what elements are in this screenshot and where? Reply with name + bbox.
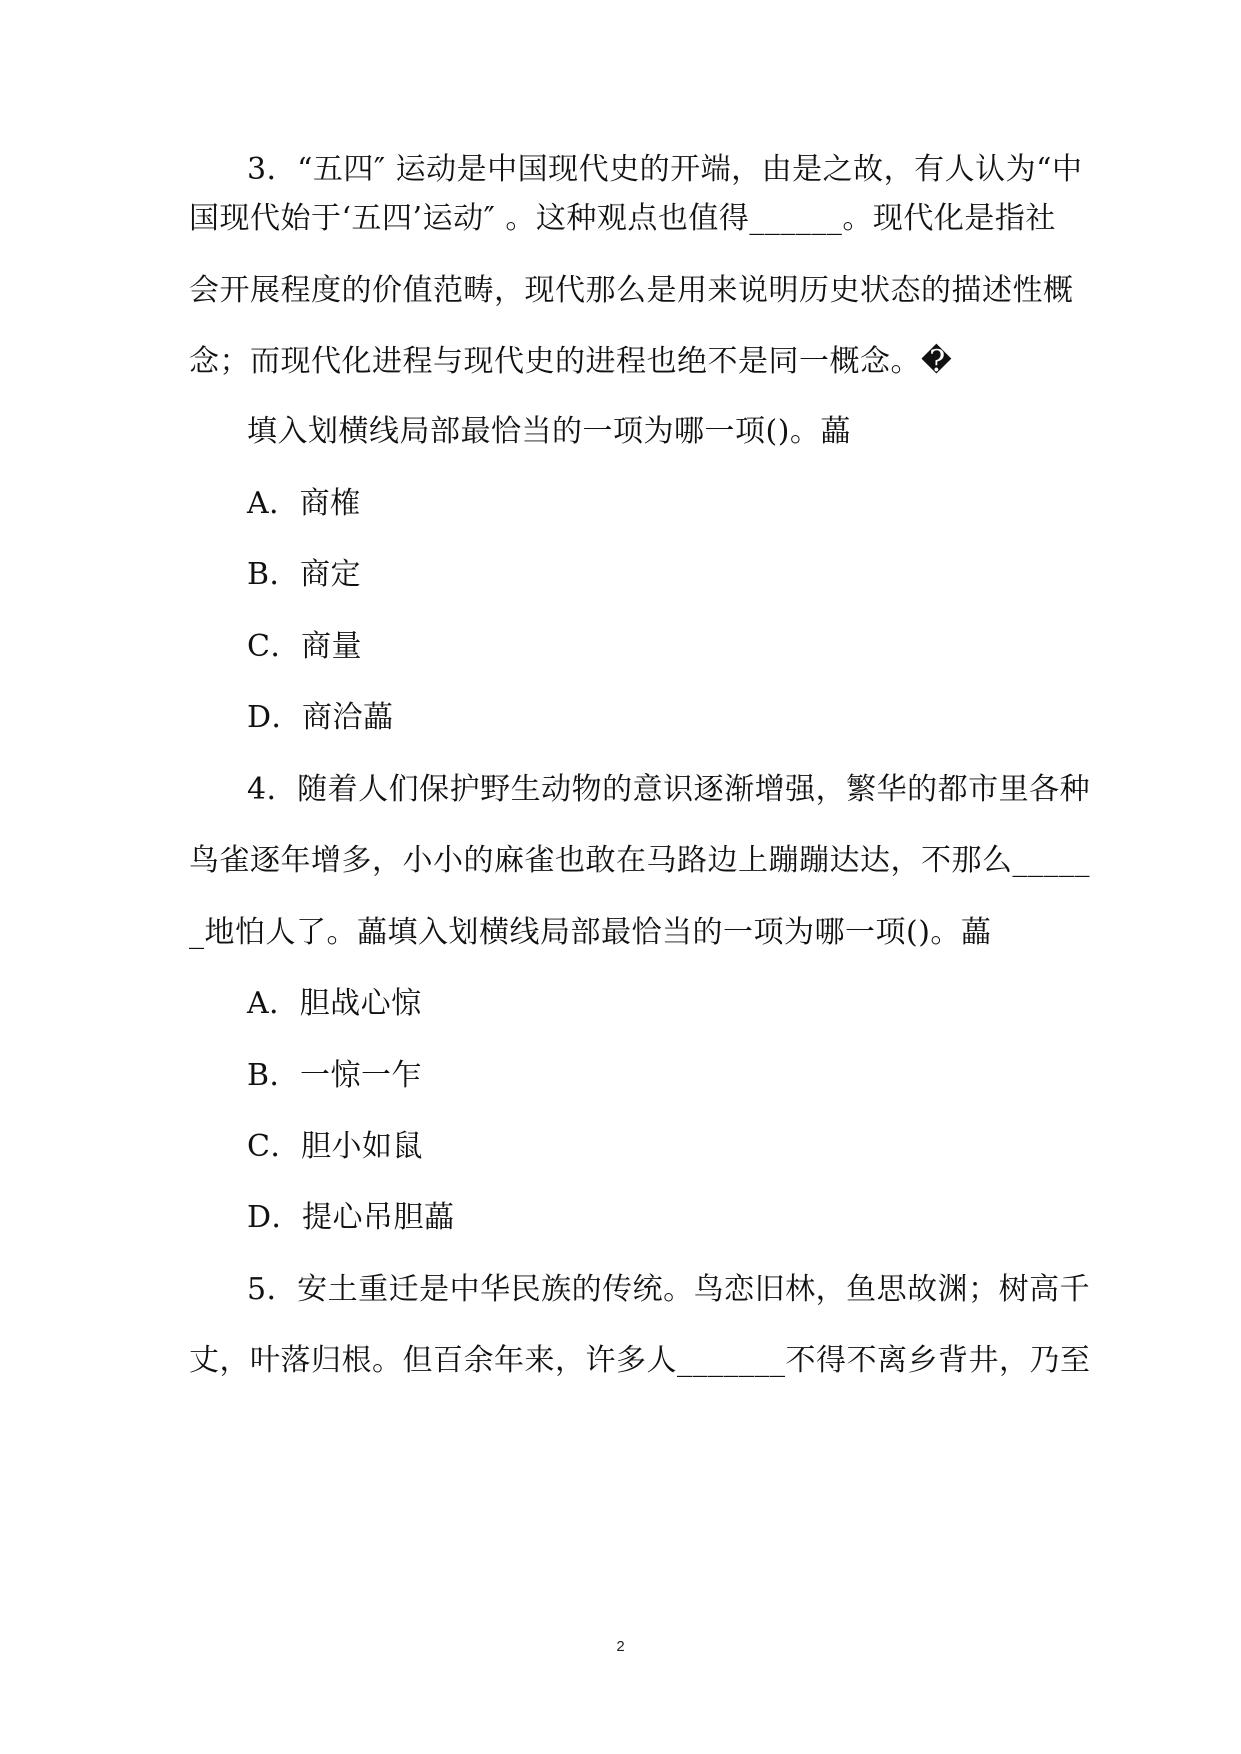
q3-line-3: 会开展程度的价值范畴，现代那么是用来说明历史状态的描述性概 — [189, 273, 1074, 308]
q3-line-1: 3．“五四″ 运动是中国现代史的开端，由是之故，有人认为“中 — [247, 152, 1083, 187]
q4-option-d: D．提心吊胆藟 — [247, 1200, 455, 1235]
q3-option-c: C．商量 — [247, 629, 362, 664]
q4-option-b: B．一惊一乍 — [247, 1058, 423, 1093]
q4-line-1: 4．随着人们保护野生动物的意识逐渐增强，繁华的都市里各种 — [247, 772, 1091, 807]
q4-option-c: C．胆小如鼠 — [247, 1129, 423, 1164]
page-number: 2 — [616, 1638, 625, 1655]
q3-line-4: 念；而现代化进程与现代史的进程也绝不是同一概念。� — [189, 344, 953, 379]
q5-line-2: 丈，叶落归根。但百余年来，许多人_______不得不离乡背井，乃至 — [189, 1343, 1091, 1378]
q3-option-d: D．商洽藟 — [247, 700, 394, 735]
q4-option-a: A．胆战心惊 — [247, 986, 422, 1021]
q3-line-2: 国现代始于‘五四’运动″ 。这种观点也值得______。现代化是指社 — [189, 201, 1056, 236]
q5-line-1: 5．安土重迁是中华民族的传统。鸟恋旧林，鱼思故渊；树高千 — [247, 1272, 1091, 1307]
q3-option-b: B．商定 — [247, 557, 362, 592]
q3-option-a: A．商榷 — [247, 486, 361, 521]
q3-prompt: 填入划横线局部最恰当的一项为哪一项()。藟 — [247, 414, 851, 449]
q4-line-3: _地怕人了。藟填入划横线局部最恰当的一项为哪一项()。藟 — [189, 915, 992, 950]
q4-line-2: 鸟雀逐年增多，小小的麻雀也敢在马路边上蹦蹦达达，不那么_____ — [189, 843, 1090, 878]
